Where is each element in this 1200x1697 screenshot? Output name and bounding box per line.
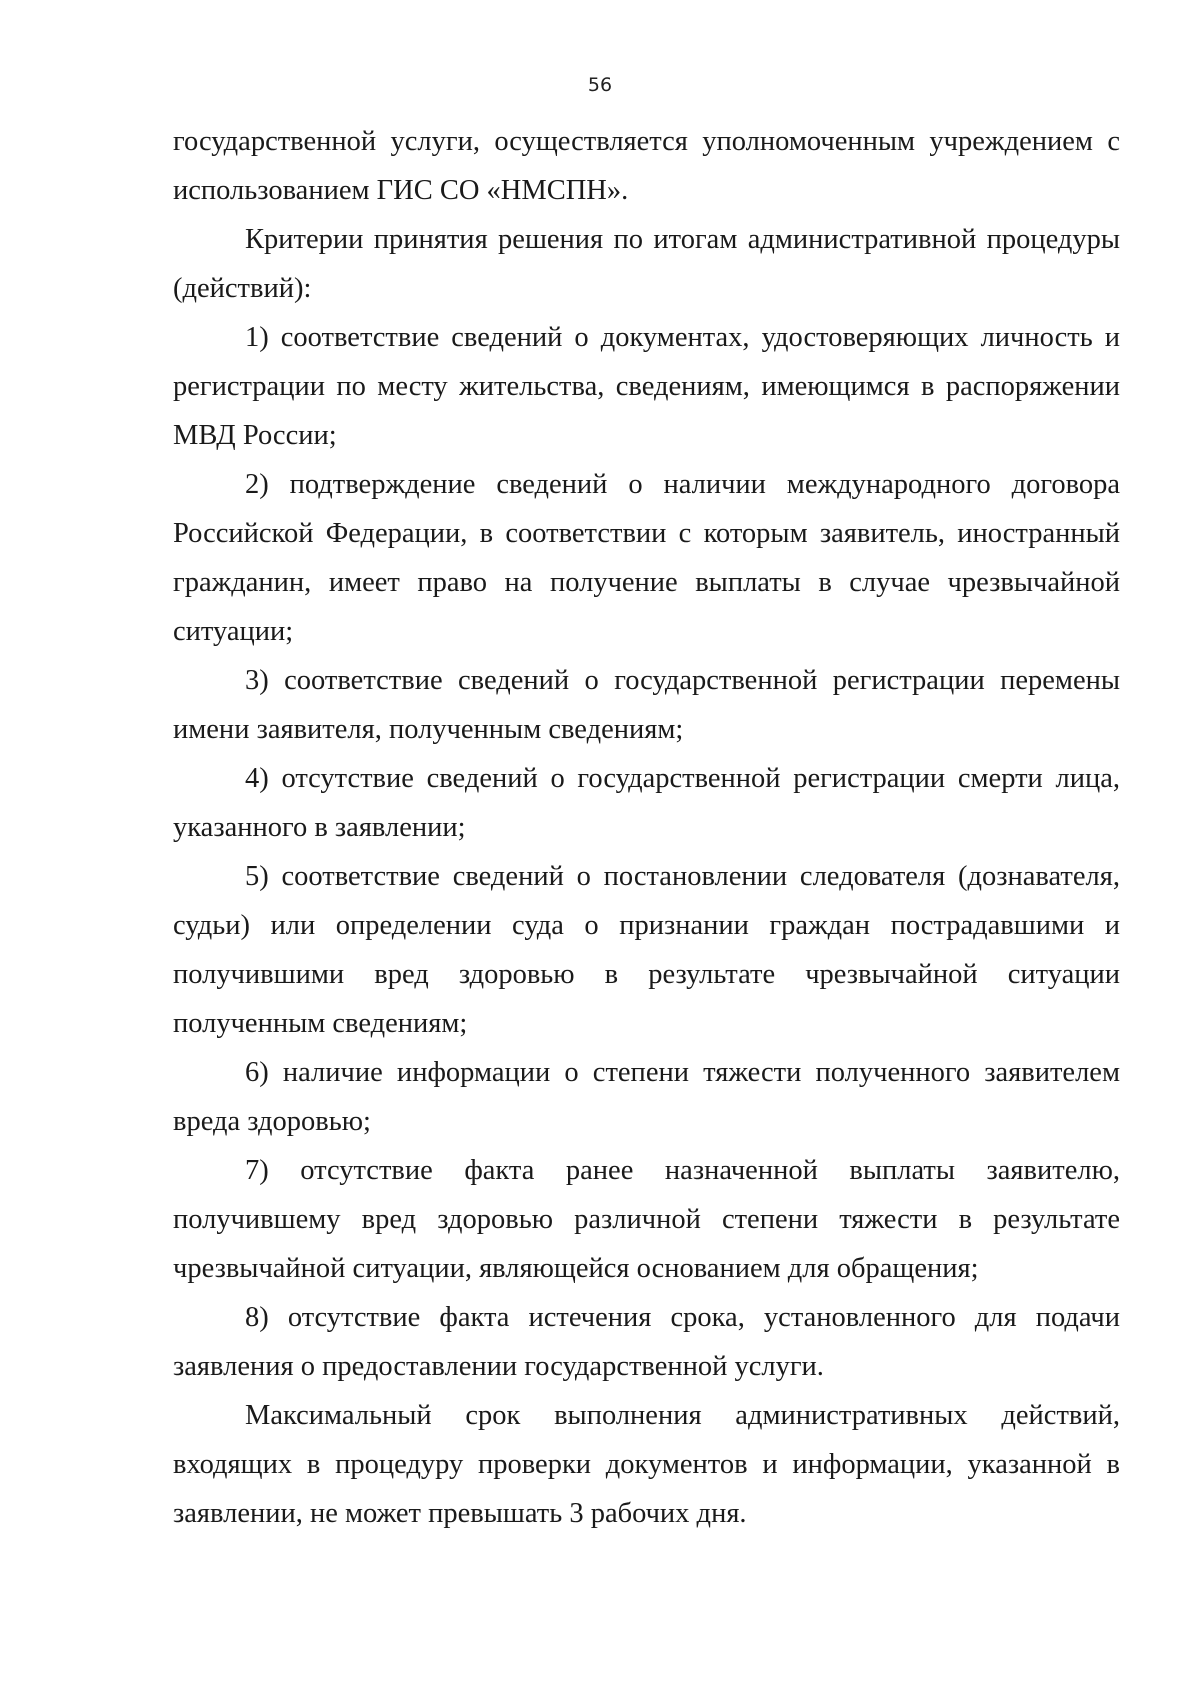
paragraph-criteria-intro: Критерии принятия решения по итогам административной процедуры (действий): <box>173 224 1120 304</box>
paragraph-criterion-1: 1) соответствие сведений о документах, удостоверяющих личность и регистрации по месту жительства, сведениям, имеющимся в распоряжении МВД России; <box>173 322 1120 451</box>
paragraph-criterion-7: 7) отсутствие факта ранее назначенной выплаты заявителю, получившему вред здоровью различной степени тяжести в результате чрезвычайной ситуации, являющейся основанием для обращения; <box>173 1155 1120 1284</box>
document-body <box>173 117 1120 1538</box>
paragraph-criterion-5: 5) соответствие сведений о постановлении следователя (дознавателя, судьи) или определении суда о признании граждан пострадавшими и получившими вред здоровью в результате чрезвычайной ситуации полученным сведениям; <box>173 861 1120 1039</box>
paragraph-criterion-6: 6) наличие информации о степени тяжести полученного заявителем вреда здоровью; <box>173 1057 1120 1137</box>
paragraph-criterion-4: 4) отсутствие сведений о государственной регистрации смерти лица, указанного в заявлении; <box>173 763 1120 843</box>
page-number: 56 <box>587 74 613 96</box>
paragraph-criterion-8: 8) отсутствие факта истечения срока, установленного для подачи заявления о предоставлении государственной услуги. <box>173 1302 1120 1382</box>
paragraph-max-term: Максимальный срок выполнения административных действий, входящих в процедуру проверки документов и информации, указанной в заявлении, не может превышать 3 рабочих дня. <box>173 1400 1120 1529</box>
paragraph-criterion-2: 2) подтверждение сведений о наличии международного договора Российской Федерации, в соответствии с которым заявитель, иностранный гражданин, имеет право на получение выплаты в случае чрезвычайной ситуации; <box>173 469 1120 647</box>
paragraph-criterion-3: 3) соответствие сведений о государственной регистрации перемены имени заявителя, полученным сведениям; <box>173 665 1120 745</box>
paragraph-continuation: государственной услуги, осуществляется уполномоченным учреждением с использованием ГИС СО «НМСПН». <box>173 126 1120 206</box>
